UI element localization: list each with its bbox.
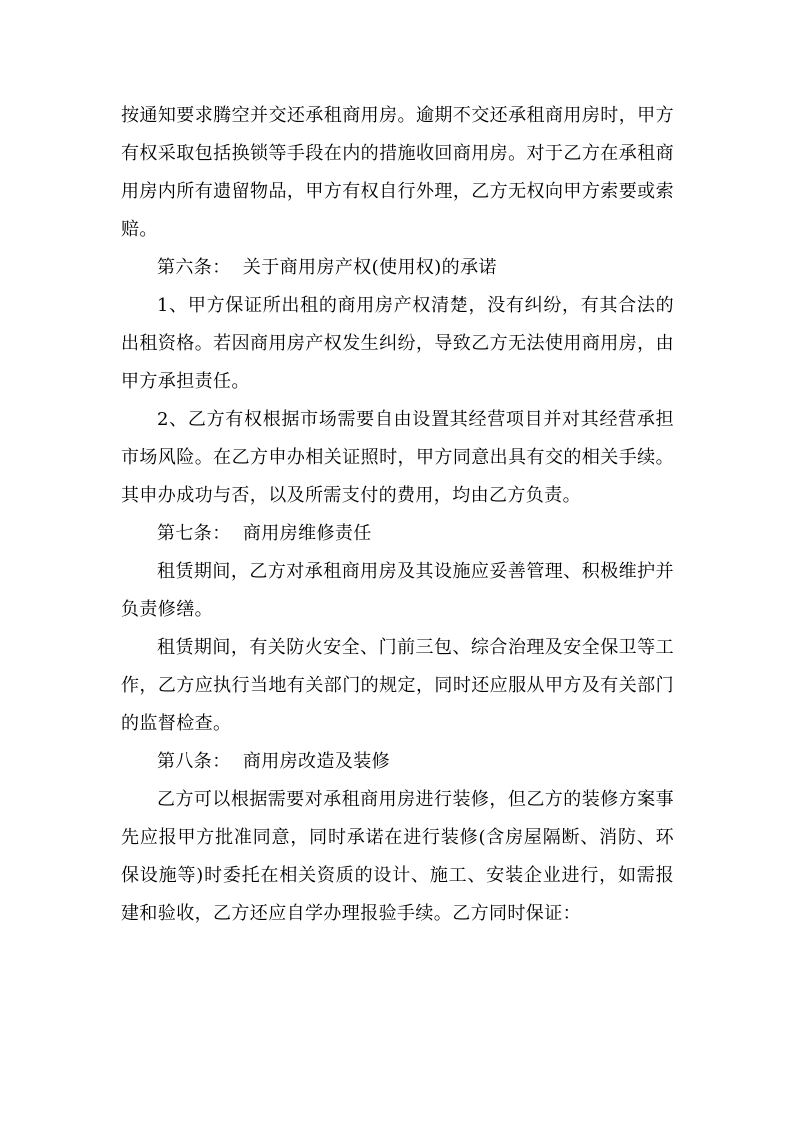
article-8-paragraph-1: 乙方可以根据需要对承租商用房进行装修，但乙方的装修方案事先应报甲方批准同意，同时承诺在进行装修(含房屋隔断、消防、环保设施等)时委托在相关资质的设计、施工、安装企业进行，如需报建和验收，乙方还应自学办理报验手续。乙方同时保证：	[121, 789, 674, 924]
document-body	[121, 97, 674, 933]
paragraph-continuation: 按通知要求腾空并交还承租商用房。逾期不交还承租商用房时，甲方有权采取包括换锁等手段在内的措施收回商用房。对于乙方在承租商用房内所有遗留物品，甲方有权自行外理，乙方无权向甲方索要或索赔。	[121, 105, 674, 240]
article-6-heading: 第六条： 关于商用房产权(使用权)的承诺	[157, 257, 497, 278]
article-7-paragraph-2: 租赁期间，有关防火安全、门前三包、综合治理及安全保卫等工作，乙方应执行当地有关部门的规定，同时还应服从甲方及有关部门的监督检查。	[121, 637, 674, 734]
article-8-heading: 第八条： 商用房改造及装修	[157, 751, 391, 772]
article-7-heading: 第七条： 商用房维修责任	[157, 523, 372, 544]
article-6-clause-1: 1、甲方保证所出租的商用房产权清楚，没有纠纷，有其合法的出租资格。若因商用房产权发生纠纷，导致乙方无法使用商用房，由甲方承担责任。	[121, 295, 674, 392]
article-6-clause-2: 2、乙方有权根据市场需要自由设置其经营项目并对其经营承担市场风险。在乙方申办相关证照时，甲方同意出具有交的相关手续。其申办成功与否，以及所需支付的费用，均由乙方负责。	[121, 409, 674, 506]
article-7-paragraph-1: 租赁期间，乙方对承租商用房及其设施应妥善管理、积极维护并负责修缮。	[121, 561, 674, 620]
